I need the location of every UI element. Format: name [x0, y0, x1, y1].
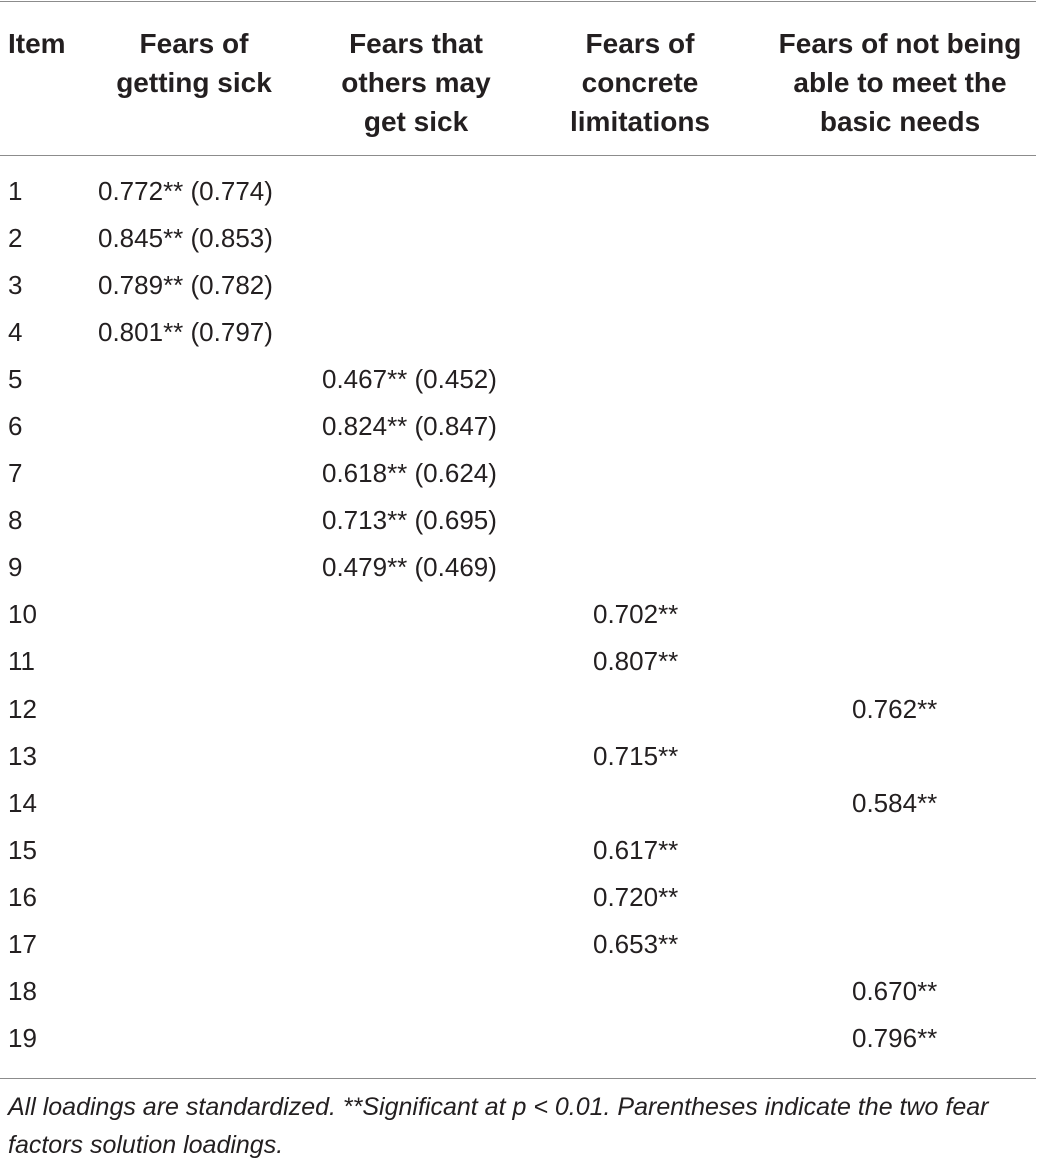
cell-fears-others-sick: 0.479** (0.469): [322, 552, 497, 583]
table-row: [0, 168, 1042, 215]
cell-fears-basic-needs: 0.584**: [852, 787, 938, 818]
header-fears-others-sick: Fears that others may get sick: [341, 28, 491, 137]
cell-item: 17: [8, 928, 37, 959]
cell-fears-others-sick: 0.618** (0.624): [322, 458, 497, 489]
table-row: [0, 309, 1042, 356]
cell-item: 4: [8, 317, 23, 348]
cell-item: 7: [8, 458, 23, 489]
table-row: [0, 874, 1042, 921]
table-row: [0, 403, 1042, 450]
cell-fears-others-sick: 0.824** (0.847): [322, 411, 497, 442]
cell-item: 12: [8, 693, 37, 724]
cell-fears-concrete-limitations: 0.715**: [593, 740, 679, 771]
cell-fears-concrete-limitations: 0.702**: [593, 599, 679, 630]
cell-item: 3: [8, 270, 23, 301]
cell-item: 14: [8, 787, 37, 818]
table-row: [0, 638, 1042, 685]
cell-fears-others-sick: 0.713** (0.695): [322, 505, 497, 536]
table-row: [0, 497, 1042, 544]
table-header: [0, 24, 1042, 154]
cell-fears-getting-sick: 0.789** (0.782): [98, 270, 273, 301]
cell-fears-getting-sick: 0.801** (0.797): [98, 317, 273, 348]
header-divider-rule: [0, 155, 1036, 156]
table-row: [0, 544, 1042, 591]
cell-item: 18: [8, 975, 37, 1006]
cell-item: 2: [8, 223, 23, 254]
cell-fears-concrete-limitations: 0.807**: [593, 646, 679, 677]
cell-fears-concrete-limitations: 0.720**: [593, 881, 679, 912]
cell-fears-concrete-limitations: 0.617**: [593, 834, 679, 865]
table-row: [0, 921, 1042, 968]
table-row: [0, 450, 1042, 497]
cell-fears-getting-sick: 0.845** (0.853): [98, 223, 273, 254]
cell-fears-concrete-limitations: 0.653**: [593, 928, 679, 959]
cell-fears-getting-sick: 0.772** (0.774): [98, 176, 273, 206]
cell-fears-basic-needs: 0.796**: [852, 1022, 938, 1053]
table-row: [0, 1015, 1042, 1062]
table-row: [0, 733, 1042, 780]
cell-item: 8: [8, 505, 23, 536]
cell-item: 13: [8, 740, 37, 771]
header-fears-basic-needs: Fears of not being able to meet the basic needs: [778, 28, 1022, 137]
table-row: [0, 968, 1042, 1015]
header-item: Item: [8, 28, 66, 59]
table-top-rule: [0, 1, 1036, 2]
cell-fears-basic-needs: 0.762**: [852, 693, 938, 724]
table-footnote: All loadings are standardized. **Significant at p < 0.01. Parentheses indicate the two fear factors solution loadings.: [8, 1093, 989, 1159]
cell-item: 10: [8, 599, 37, 630]
cell-item: 15: [8, 834, 37, 865]
table-bottom-rule: [0, 1078, 1036, 1079]
header-fears-getting-sick: Fears of getting sick: [116, 28, 272, 98]
cell-item: 19: [8, 1022, 37, 1053]
table-row: [0, 262, 1042, 309]
cell-item: 5: [8, 364, 23, 395]
cell-item: 9: [8, 552, 23, 583]
table-row: [0, 356, 1042, 403]
table-row: [0, 780, 1042, 827]
table-row: [0, 591, 1042, 638]
cell-item: 6: [8, 411, 23, 442]
cell-item: 1: [8, 176, 23, 206]
cell-item: 11: [8, 646, 35, 677]
table-row: [0, 686, 1042, 733]
header-fears-concrete-limitations: Fears of concrete limitations: [569, 28, 710, 137]
table-row: [0, 827, 1042, 874]
cell-item: 16: [8, 881, 37, 912]
cell-fears-others-sick: 0.467** (0.452): [322, 364, 497, 395]
cell-fears-basic-needs: 0.670**: [852, 975, 938, 1006]
table-row: [0, 215, 1042, 262]
table-body: [0, 168, 1042, 1062]
